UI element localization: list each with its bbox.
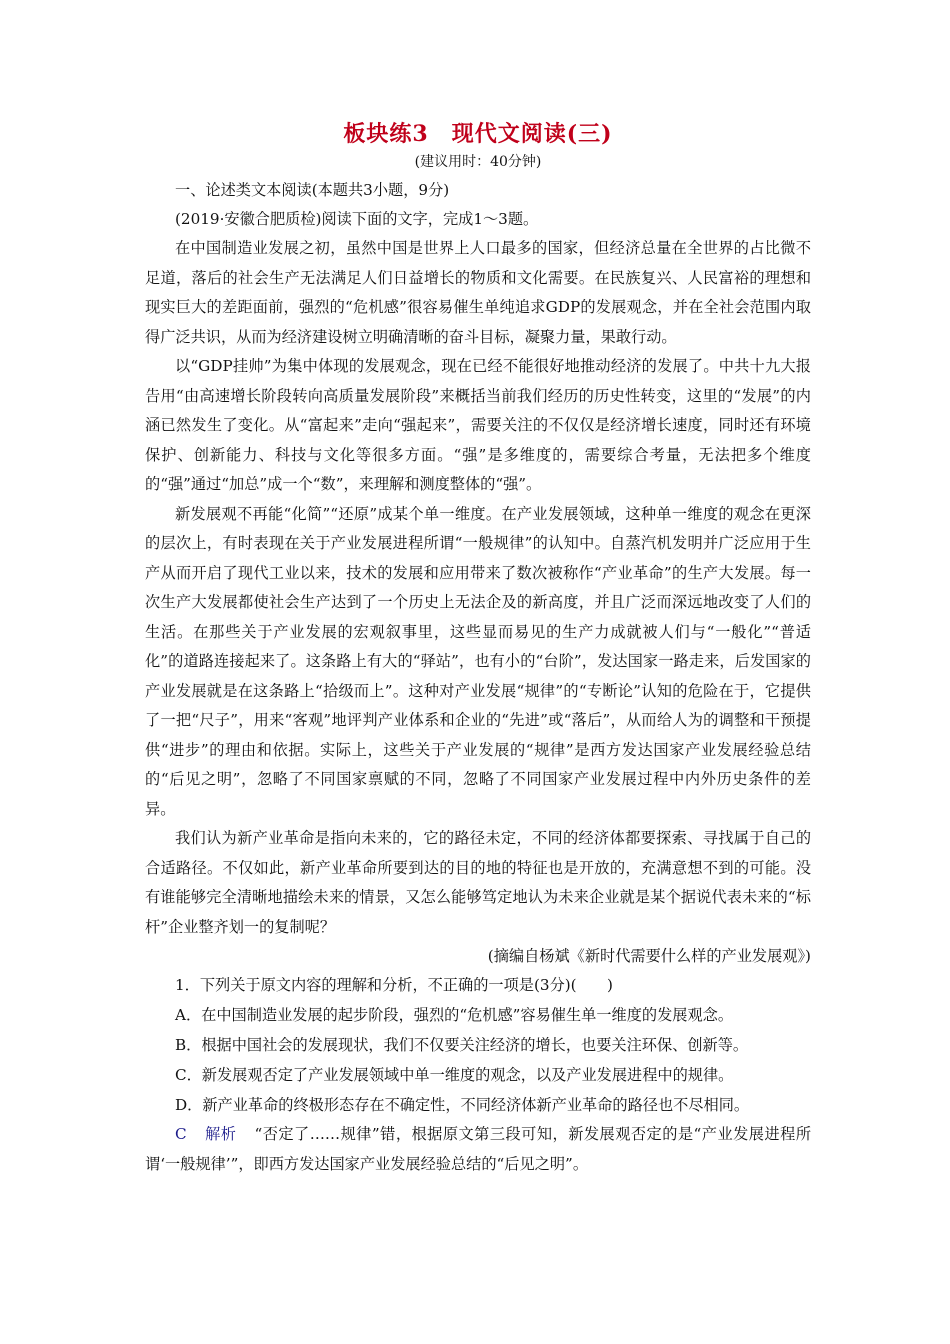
passage-paragraph-4: 我们认为新产业革命是指向未来的，它的路径未定，不同的经济体都要探索、寻找属于自己的合适路径。不仅如此，新产业革命所要到达的目的地的特征也是开放的，充满意想不到的可能。没有谁能够完全清晰地描绘未来的情景，又怎么能够笃定地认为未来企业就是某个据说代表未来的“标杆”企业整齐划一的复制呢？ <box>145 829 811 936</box>
time-hint: (建议用时：40分钟) <box>414 154 542 170</box>
question-1-stem: 1．下列关于原文内容的理解和分析，不正确的一项是(3分)( ) <box>175 976 613 994</box>
section-intro: (2019·安徽合肥质检)阅读下面的文字，完成1～3题。 <box>175 210 539 228</box>
page-title: 板块练3 现代文阅读(三) <box>343 121 613 147</box>
answer-letter: C <box>175 1125 187 1143</box>
section-heading: 一、论述类文本阅读(本题共3小题，9分) <box>175 181 450 199</box>
document-page <box>145 118 811 1179</box>
passage-paragraph-1: 在中国制造业发展之初，虽然中国是世界上人口最多的国家，但经济总量在全世界的占比微不足道，落后的社会生产无法满足人们日益增长的物质和文化需要。在民族复兴、人民富裕的理想和现实巨大的差距面前，强烈的“危机感”很容易催生单纯追求GDP的发展观念，并在全社会范围内取得广泛共识，从而为经济建设树立明确清晰的奋斗目标，凝聚力量，果敢行动。 <box>145 239 811 346</box>
question-1-option-a: A．在中国制造业发展的起步阶段，强烈的“危机感”容易催生单一维度的发展观念。 <box>175 1006 734 1024</box>
passage-paragraph-2: 以“GDP挂帅”为集中体现的发展观念，现在已经不能很好地推动经济的发展了。中共十九大报告用“由高速增长阶段转向高质量发展阶段”来概括当前我们经历的历史性转变，这里的“发展”的内涵已然发生了变化。从“富起来”走向“强起来”，需要关注的不仅仅是经济增长速度，同时还有环境保护、创新能力、科技与文化等很多方面。“强”是多维度的，需要综合考量，无法把多个维度的“强”通过“加总”成一个“数”，来理解和测度整体的“强”。 <box>145 357 811 493</box>
analysis-tag: 解析 <box>204 1125 237 1143</box>
analysis-text: “否定了……规律”错，根据原文第三段可知，新发展观否定的是“产业发展进程所谓‘一般规律’”，即西方发达国家产业发展经验总结的“后见之明”。 <box>145 1125 812 1173</box>
question-1-option-b: B．根据中国社会的发展现状，我们不仅要关注经济的增长，也要关注环保、创新等。 <box>175 1036 749 1054</box>
question-1-option-c: C．新发展观否定了产业发展领域中单一维度的观念，以及产业发展进程中的规律。 <box>175 1066 734 1084</box>
passage-source: (摘编自杨斌《新时代需要什么样的产业发展观》) <box>487 947 811 965</box>
question-1-answer <box>145 1120 811 1179</box>
question-1-option-d: D．新产业革命的终极形态存在不确定性，不同经济体新产业革命的路径也不尽相同。 <box>175 1096 750 1114</box>
passage-paragraph-3: 新发展观不再能“化简”“还原”成某个单一维度。在产业发展领域，这种单一维度的观念在更深的层次上，有时表现在关于产业发展进程所谓“一般规律”的认知中。自蒸汽机发明并广泛应用于生产从而开启了现代工业以来，技术的发展和应用带来了数次被称作“产业革命”的生产大发展。每一次生产大发展都使社会生产达到了一个历史上无法企及的新高度，并且广泛而深远地改变了人们的生活。在那些关于产业发展的宏观叙事里，这些显而易见的生产力成就被人们与“一般化”“普适化”的道路连接起来了。这条路上有大的“驿站”，也有小的“台阶”，发达国家一路走来，后发国家的产业发展就是在这条路上“拾级而上”。这种对产业发展“规律”的“专断论”认知的危险在于，它提供了一把“尺子”，用来“客观”地评判产业体系和企业的“先进”或“落后”，从而给人为的调整和干预提供“进步”的理由和依据。实际上，这些关于产业发展的“规律”是西方发达国家产业发展经验总结的“后见之明”，忽略了不同国家禀赋的不同，忽略了不同国家产业发展过程中内外历史条件的差异。 <box>145 504 811 818</box>
